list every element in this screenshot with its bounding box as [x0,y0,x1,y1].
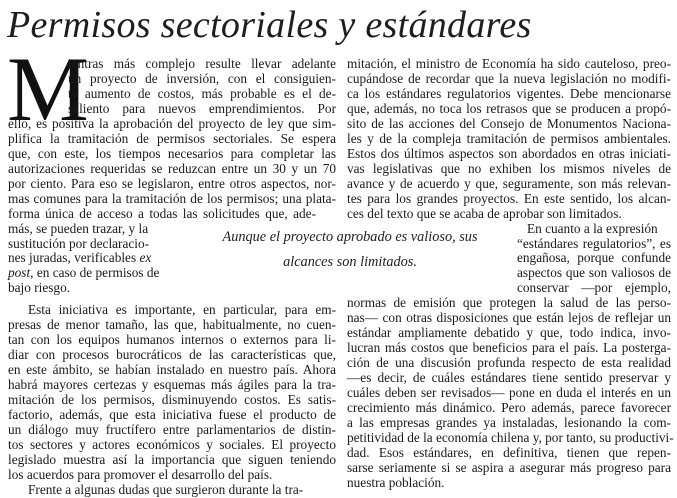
article-line: presas de menor tamaño, las que, habitualmente, no cuen- [8,317,336,333]
headline: Permisos sectoriales y estándares [7,4,532,46]
article-line: diar con procesos burocráticos de las características que, [8,347,336,363]
pull-quote [190,225,510,275]
article-line: normas de emisión que protegen la salud de las perso- [347,295,671,311]
article-line: conservar —por ejemplo, [517,280,671,296]
article-line: En cuanto a la expresión [527,220,658,236]
article-line: un proyecto de inversión, con el consiguien- [68,70,336,86]
article-line: un diálogo muy fructífero entre parlamentarios de distin- [8,422,336,438]
article-line: crecimiento más dinámico. Pero además, parece favorecer [347,400,671,416]
article-line: “estándares regulatorios”, es [517,235,671,251]
article-line: les y de la compleja tramitación de permisos ambientales. [347,130,671,146]
article-line: tos sectores y actores económicos y sociales. El proyecto [8,437,336,453]
article-line: los acuerdos para promover el desarrollo del país. [8,466,273,482]
article-line: —es decir, de cuáles estándares tiene sentido preservar y [347,370,671,386]
article-line: mas comunes para la tramitación de los permisos; una plata- [8,190,336,206]
article-line: Frente a algunas dudas que surgieron durante la tra- [28,481,304,497]
article-line: autorizaciones requeridas se reduzcan entre un 30 y un 70 [8,160,336,176]
article-line: avance y de acuerdo y que, seguramente, son más relevan- [347,175,671,191]
article-line: sustitución por declaracio- [8,235,150,251]
article-line: ces del texto que se acaba de aprobar son limitados. [347,205,622,221]
article-line: ello, es positiva la aprobación del proyecto de ley que sim- [8,115,336,131]
article-line: tan con los equipos humanos internos o externos para li- [8,332,336,348]
article-line: mitación, el ministro de Economía ha sido cauteloso, preo- [347,56,671,71]
pull-quote-line: alcances son limitados. [283,254,417,270]
article-line: dad. Esos estándares, en definitiva, tienen que repen- [347,444,671,460]
article-line: engañosa, porque confunde [517,250,671,266]
article-line: sito de las acciones del Consejo de Monumentos Naciona- [347,115,671,131]
article-line: que, además, no toca los retrasos que se producen a propó- [347,100,671,116]
article-line: sarse seriamente si se aspira a asegurar más progreso para [347,459,671,475]
article-line: saliento para nuevos emprendimientos. Por [68,100,336,116]
article-line: te aumento de costos, más probable es el de- [68,85,336,101]
article-line: ción de una discusión profunda respecto de esta realidad [347,355,671,371]
article-line: factorio, además, que esta iniciativa fuese el producto de [8,407,336,423]
article-line: tes para los grandes proyectos. En este sentido, los alcan- [347,190,671,206]
article-line: habrá mayores certezas y esquemas más ágiles para la tra- [8,377,336,393]
article-line: legislado muestra así la importancia que siguen teniendo [8,452,336,467]
article-line: aspectos que son valiosos de [517,265,671,281]
article-line: que, con este, los tiempos necesarios para completar las [8,145,336,161]
article-line: mitación de los permisos, disminuyendo costos. Es satis- [8,392,336,408]
article-line: a las empresas grandes ya instaladas, lesionando la com- [347,415,671,431]
article-line: Esta iniciativa es importante, en particular, para em- [28,302,336,318]
article-line: petitividad de la economía chilena y, por tanto, su productivi- [347,430,674,445]
article-line: ca los estándares regulatorios vigentes. Debe mencionarse [347,85,671,101]
article-line: post, en caso de permisos de [8,265,160,281]
article-line: forma única de acceso a todas las solicitudes que, ade- [8,205,316,221]
article-line: lucran más costos que beneficios para el país. La posterga- [347,340,671,356]
article-line: más, se pueden trazar, y la [8,220,149,236]
drop-cap: M [7,38,89,140]
article-line: cuáles deben ser revisados— pone en duda el interés en un [347,385,671,401]
pull-quote-line: Aunque el proyecto aprobado es valioso, sus [222,229,478,245]
article-line: Estos dos últimos aspectos son abordados en otras iniciati- [347,145,671,161]
article-line: nuestra población. [347,474,445,490]
article-line: nes juradas, verificables ex [8,250,152,266]
article-line: nas— con otras disposiciones que están lejos de reflejar un [347,310,671,326]
article-line: cupándose de recordar que la nueva legislación no modifi- [347,70,671,86]
article-line: vas legislativas que no exhiben los mismos niveles de [347,160,671,176]
article-line: en este ámbito, se habían instalado en nuestro país. Ahora [8,362,336,378]
article-line: bajo riesgo. [8,280,71,296]
article-line: ientras más complejo resulte llevar adelante [68,56,336,71]
article-line: plifica la tramitación de permisos sectoriales. Se espera [8,130,336,146]
article-line: estándar ampliamente debatido y que, todo indica, invo- [347,325,671,341]
article-line: por ciento. Para eso se legislaron, entre otros aspectos, nor- [8,175,336,191]
